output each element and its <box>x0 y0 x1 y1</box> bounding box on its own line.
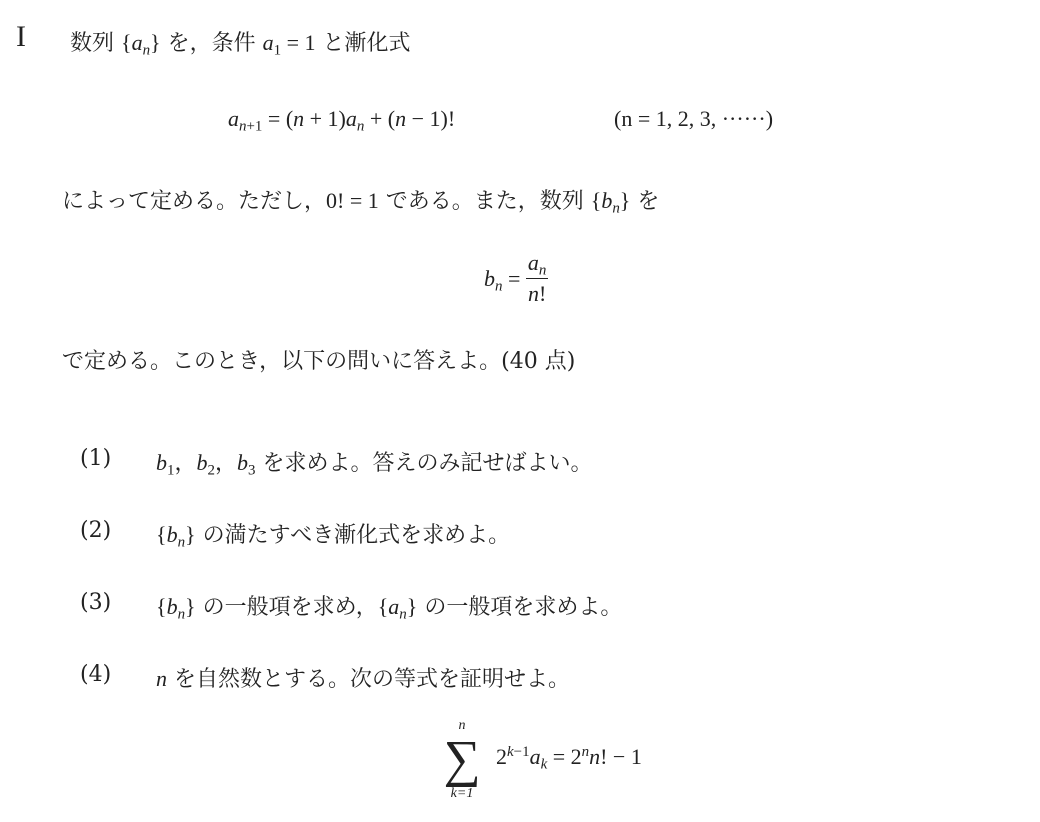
bn-formula: $b_n$ = $\frac{a_n}{n!}$ <box>484 250 547 306</box>
summation-identity: $2^{k-1}a_k = 2^nn$! − 1 <box>496 743 642 773</box>
recurrence-formula: $a_{n+1} = (n + 1)a_n + (n - 1)$! <box>228 106 456 135</box>
definition-line <box>62 184 659 215</box>
sequence-b: $\{b_n\}$ <box>156 594 196 623</box>
recurrence-range: (n = 1, 2, 3, ······) <box>614 106 774 131</box>
sequence-b: $\{b_n\}$ <box>590 188 631 217</box>
question-4-text: を自然数とする。次の等式を証明せよ。 <box>167 667 570 692</box>
question-2-text: の満たすべき漸化式を求めよ。 <box>195 523 511 548</box>
definition-text: によって定める。ただし， <box>62 189 327 214</box>
question-4-label: (4) <box>80 662 112 687</box>
question-1-label: (1) <box>80 446 112 471</box>
also-text: である。また，数列 <box>378 189 591 214</box>
wo-text: を <box>630 189 660 214</box>
initial-condition: $a_1 = 1$ <box>262 30 316 59</box>
sequence-a: $\{a_n\}$ <box>121 30 161 59</box>
sum-lower-limit: k=1 <box>450 786 474 801</box>
question-1 <box>156 446 592 477</box>
sequence-a: $\{a_n\}$ <box>377 594 418 623</box>
question-3-text-b: の一般項を求めよ。 <box>417 595 623 620</box>
sum-upper-limit: n <box>458 718 466 733</box>
zero-factorial: 0! = 1 <box>326 188 379 213</box>
intro-line <box>70 26 411 57</box>
question-3-label: (3) <box>80 590 112 615</box>
question-1-text: を求めよ。答えのみ記せばよい。 <box>255 451 593 476</box>
b-terms: $b_1$，$b_2$，$b_3$ <box>156 450 256 479</box>
instruction-line: で定める。このとき，以下の問いに答えよ。(40 点) <box>62 349 576 374</box>
problem-number: I <box>16 20 26 53</box>
question-2 <box>156 518 510 549</box>
question-3 <box>156 590 622 621</box>
sigma-symbol: ∑ <box>443 731 481 788</box>
question-4 <box>156 662 570 693</box>
intro-text: 数列 <box>70 31 121 56</box>
question-3-text-a: の一般項を求め， <box>195 595 378 620</box>
recurrence-intro-text: と漸化式 <box>315 31 411 56</box>
bn-fraction: $\frac{a_n}{n!}$ <box>527 250 547 306</box>
summation <box>434 718 490 802</box>
variable-n: n <box>156 666 167 691</box>
sequence-b: $\{b_n\}$ <box>156 522 196 551</box>
condition-text: を，条件 <box>160 31 263 56</box>
question-2-label: (2) <box>80 518 112 543</box>
